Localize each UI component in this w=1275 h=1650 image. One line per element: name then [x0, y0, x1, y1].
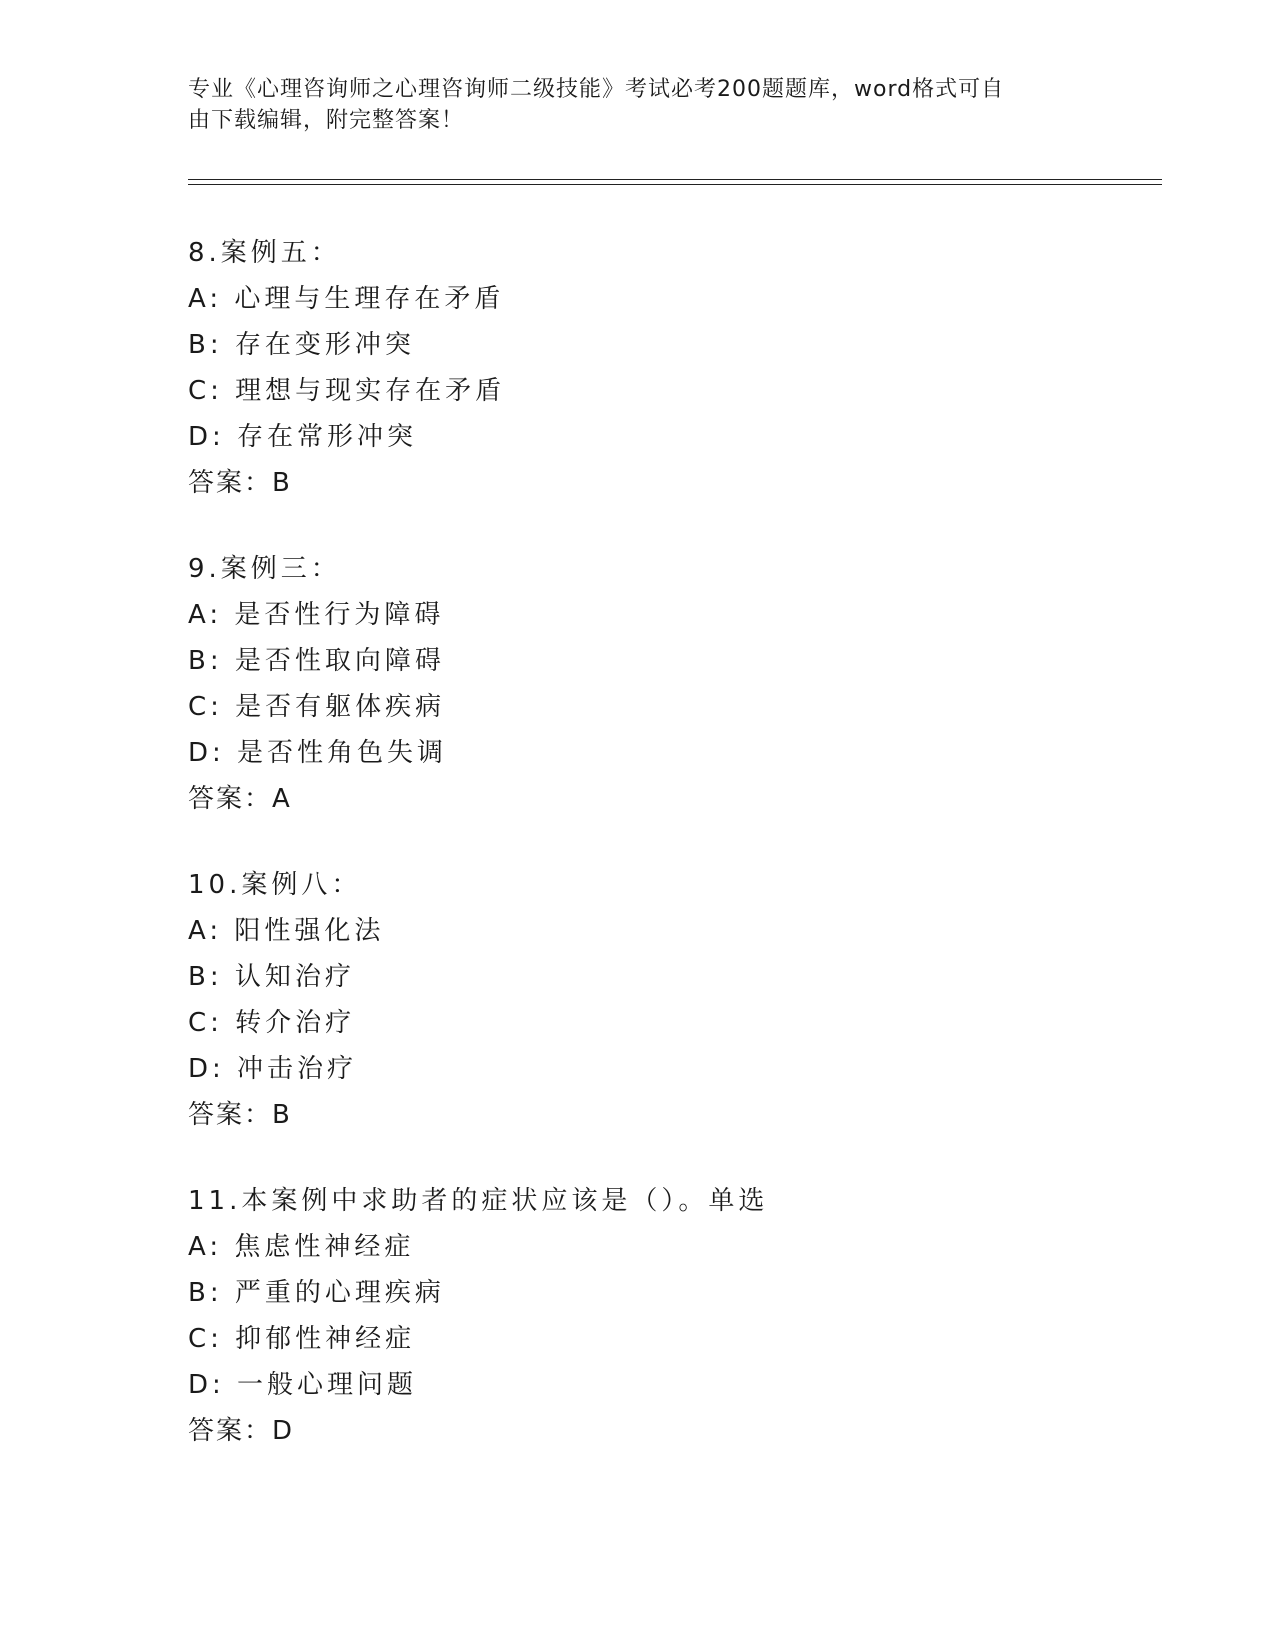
answer-line: 答案：D — [188, 1416, 295, 1446]
question-stem: 8.案例五： — [188, 238, 341, 268]
header-divider-bottom — [188, 184, 1162, 185]
answer-line: 答案：A — [188, 784, 292, 814]
answer-line: 答案：B — [188, 1100, 292, 1130]
option-d: D: 存在常形冲突 — [188, 422, 418, 452]
option-c: C: 理想与现实存在矛盾 — [188, 376, 506, 406]
option-a: A: 是否性行为障碍 — [188, 600, 445, 630]
option-b: B: 严重的心理疾病 — [188, 1278, 445, 1308]
option-b: B: 是否性取向障碍 — [188, 646, 445, 676]
document-header — [188, 74, 1088, 136]
header-line-1: 专业《心理咨询师之心理咨询师二级技能》考试必考200题题库，word格式可自 — [188, 77, 1005, 102]
question-stem: 9.案例三： — [188, 554, 341, 584]
option-d: D: 冲击治疗 — [188, 1054, 358, 1084]
option-b: B: 认知治疗 — [188, 962, 355, 992]
header-line-2: 由下载编辑，附完整答案！ — [188, 108, 465, 133]
option-c: C: 抑郁性神经症 — [188, 1324, 416, 1354]
option-a: A: 心理与生理存在矛盾 — [188, 284, 505, 314]
option-c: C: 是否有躯体疾病 — [188, 692, 446, 722]
question-10 — [188, 862, 384, 1138]
question-stem: 10.案例八： — [188, 870, 362, 900]
question-11 — [188, 1178, 768, 1454]
header-divider-top — [188, 179, 1162, 180]
option-b: B: 存在变形冲突 — [188, 330, 415, 360]
question-8 — [188, 230, 505, 506]
option-d: D: 一般心理问题 — [188, 1370, 418, 1400]
question-9 — [188, 546, 447, 822]
option-c: C: 转介治疗 — [188, 1008, 356, 1038]
option-d: D: 是否性角色失调 — [188, 738, 448, 768]
question-stem: 11.本案例中求助者的症状应该是（）。单选 — [188, 1186, 769, 1216]
answer-line: 答案：B — [188, 468, 292, 498]
option-a: A: 阳性强化法 — [188, 916, 385, 946]
option-a: A: 焦虑性神经症 — [188, 1232, 415, 1262]
